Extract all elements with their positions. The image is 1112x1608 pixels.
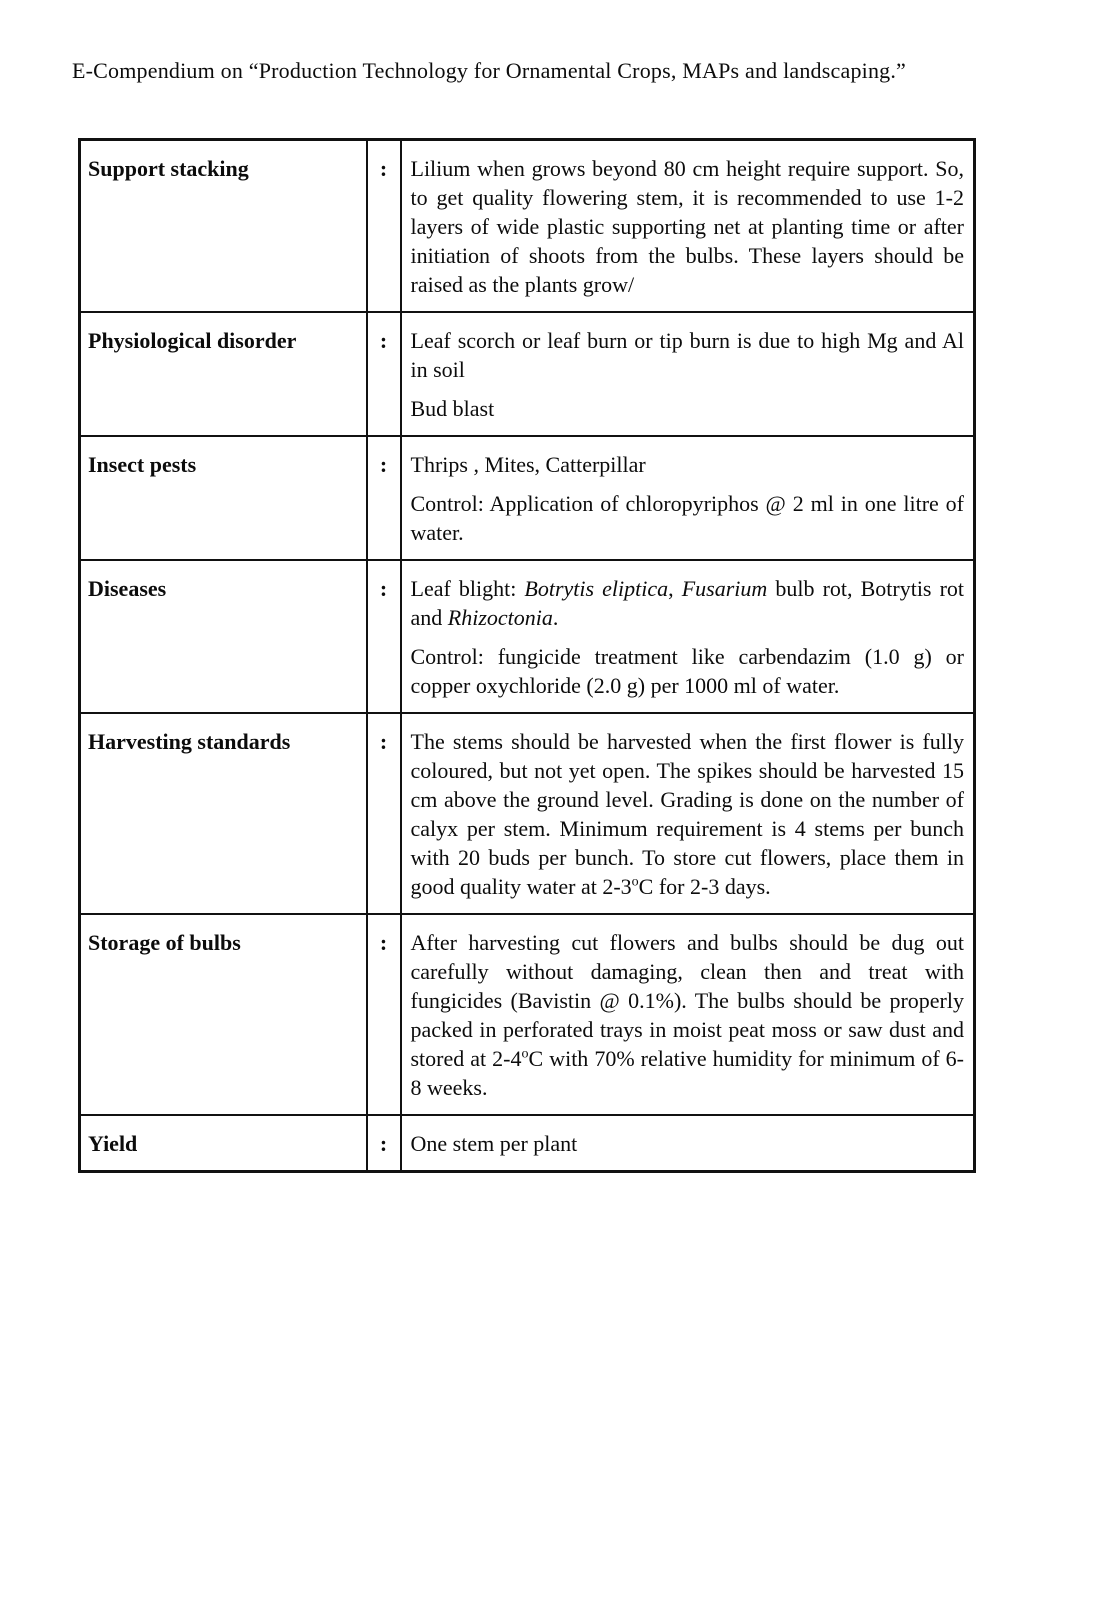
description-paragraph bbox=[411, 450, 965, 479]
plain-text: One stem per plant bbox=[410, 1131, 578, 1156]
table-row bbox=[80, 560, 975, 713]
row-separator: : bbox=[367, 436, 401, 560]
row-description bbox=[401, 1115, 975, 1172]
plain-text: Lilium when grows beyond 80 cm height require support. So, to get quality flowering stem, it is recommended to use 1-2 layers of wide plastic supporting net at planting time or after initiation of shoots from the bulbs. These layers should be raised as the plants grow/ bbox=[410, 156, 964, 297]
page-header: E-Compendium on “Production Technology for Ornamental Crops, MAPs and landscaping.” bbox=[72, 58, 907, 83]
row-label: Storage of bulbs bbox=[80, 914, 367, 1115]
row-separator: : bbox=[367, 312, 401, 436]
row-label: Diseases bbox=[80, 560, 367, 713]
row-label: Yield bbox=[80, 1115, 367, 1172]
description-paragraph bbox=[411, 928, 965, 1102]
plain-text: . bbox=[552, 605, 559, 630]
plain-text: Control: Application of chloropyriphos @ 2 ml in one litre of water. bbox=[410, 491, 964, 545]
row-separator: : bbox=[367, 713, 401, 914]
row-label: Insect pests bbox=[80, 436, 367, 560]
description-paragraph bbox=[411, 326, 965, 384]
row-description bbox=[401, 312, 975, 436]
row-description bbox=[401, 713, 975, 914]
italic-text: Rhizoctonia bbox=[447, 605, 553, 630]
table-row bbox=[80, 312, 975, 436]
plain-text: After harvesting cut flowers and bulbs should be dug out carefully without damaging, clean then and treat with fungicides (Bavistin @ 0.1%). The bulbs should be properly packed in perforated trays in moist peat moss or saw dust and stored at 2-4 bbox=[410, 930, 964, 1071]
italic-text: Fusarium bbox=[681, 576, 768, 601]
row-description bbox=[401, 140, 975, 313]
row-label: Harvesting standards bbox=[80, 713, 367, 914]
row-separator: : bbox=[367, 140, 401, 313]
plain-text: , bbox=[668, 576, 682, 601]
row-description bbox=[401, 436, 975, 560]
description-paragraph bbox=[411, 574, 965, 632]
plain-text: Control: fungicide treatment like carbendazim (1.0 g) or copper oxychloride (2.0 g) per 1000 ml of water. bbox=[410, 644, 964, 698]
table-row bbox=[80, 713, 975, 914]
description-paragraph bbox=[411, 1129, 965, 1158]
plain-text: Thrips , Mites, Catterpillar bbox=[410, 452, 646, 477]
description-paragraph bbox=[411, 727, 965, 901]
table-row bbox=[80, 140, 975, 313]
row-description bbox=[401, 914, 975, 1115]
plain-text: C for 2-3 days. bbox=[638, 874, 771, 899]
plain-text: Leaf scorch or leaf burn or tip burn is due to high Mg and Al in soil bbox=[410, 328, 964, 382]
crop-spec-table-body bbox=[80, 140, 975, 1172]
plain-text: C with 70% relative humidity for minimum of 6-8 weeks. bbox=[410, 1046, 964, 1100]
superscript-text: o bbox=[521, 1046, 529, 1062]
plain-text: Bud blast bbox=[410, 396, 495, 421]
row-label: Physiological disorder bbox=[80, 312, 367, 436]
description-paragraph bbox=[411, 489, 965, 547]
row-label: Support stacking bbox=[80, 140, 367, 313]
row-separator: : bbox=[367, 1115, 401, 1172]
row-separator: : bbox=[367, 560, 401, 713]
description-paragraph bbox=[411, 154, 965, 299]
plain-text: bulb rot, Botrytis rot and bbox=[410, 576, 965, 630]
plain-text: The stems should be harvested when the first flower is fully coloured, but not yet open. The spikes should be harvested 15 cm above the ground level. Grading is done on the number of calyx per stem. Minimum requirement is 4 stems per bunch with 20 buds per bunch. To store cut flowers, place them in good quality water at 2-3 bbox=[410, 729, 964, 899]
table-row bbox=[80, 1115, 975, 1172]
crop-spec-table bbox=[78, 138, 976, 1173]
table-row bbox=[80, 436, 975, 560]
row-description bbox=[401, 560, 975, 713]
table-row bbox=[80, 914, 975, 1115]
superscript-text: o bbox=[631, 874, 639, 890]
description-paragraph bbox=[411, 642, 965, 700]
italic-text: Botrytis eliptica bbox=[524, 576, 669, 601]
row-separator: : bbox=[367, 914, 401, 1115]
description-paragraph bbox=[411, 394, 965, 423]
plain-text: Leaf blight: bbox=[410, 576, 525, 601]
